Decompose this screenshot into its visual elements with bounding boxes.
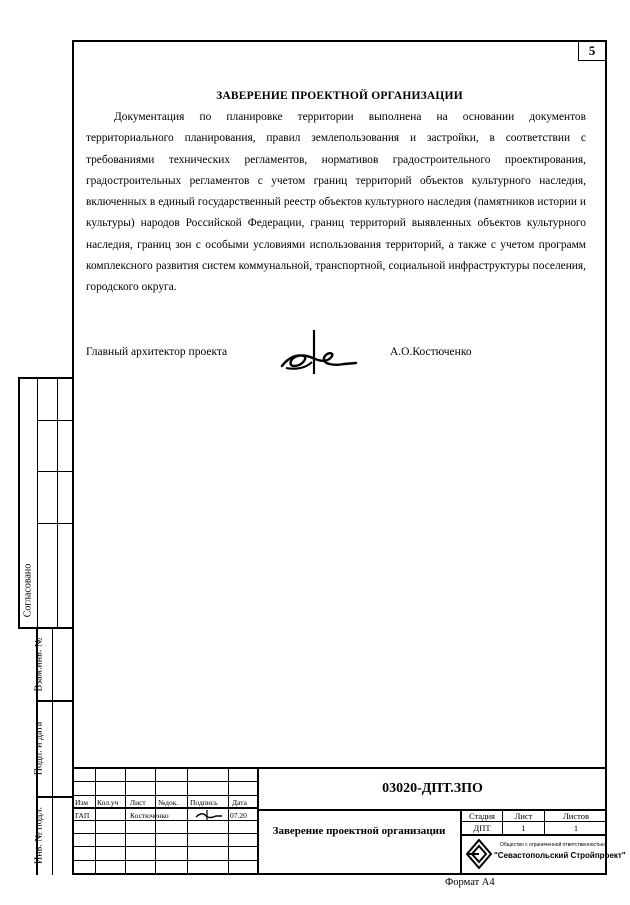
document-name: Заверение проектной организации xyxy=(272,825,446,837)
body-text xyxy=(86,107,586,299)
header-sheet: Лист xyxy=(130,798,146,807)
row-date: 07.20 xyxy=(230,811,247,820)
stage-value: ДПТ xyxy=(473,824,491,833)
sheet-header: Лист xyxy=(514,812,533,821)
sheets-value: 1 xyxy=(573,824,579,833)
signer-role: Главный архитектор проекта xyxy=(86,346,228,358)
sheets-header: Листов xyxy=(563,812,589,821)
signature-image xyxy=(278,328,358,376)
sign-date-label: Подп. и дата xyxy=(33,721,45,776)
header-signature: Подпись xyxy=(190,798,218,807)
body-paragraph: Документация по планировке территории выполнена на основании документов территориального планирования, правил землепользования и застройки, в соответствии с требованиями технических регламентов, нормативов градостроительного проектирования, градостроительных регламентов с учетом границ территорий объектов культурного наследия, включенных в единый государственный реестр объектов культурного наследия (памятников истории и культуры) народов Российской Федерации, границ территорий выявленных объектов культурного наследия, границ зон с особыми условиями использования территорий, а также с учетом программ комплексного развития систем коммунальной, транспортной, социальной инфраструктуры поселения, городского округа. xyxy=(86,111,586,294)
signer-name: А.О.Костюченко xyxy=(390,346,472,358)
page-number: 5 xyxy=(578,42,605,61)
header-doc-no: №док. xyxy=(158,798,179,807)
small-signature-image xyxy=(194,809,224,821)
row-surname: Костюченко xyxy=(130,811,169,820)
agreed-label: Согласовано xyxy=(22,563,34,618)
row-role: ГАП xyxy=(75,811,90,820)
page-title: ЗАВЕРЕНИЕ ПРОЕКТНОЙ ОРГАНИЗАЦИИ xyxy=(216,90,463,102)
sheet-value: 1 xyxy=(521,824,526,833)
header-qty: Кол.уч xyxy=(97,798,119,807)
header-change: Изм xyxy=(75,798,89,807)
stage-header: Стадия xyxy=(469,812,495,821)
document-code: 03020-ДПТ.ЗПО xyxy=(382,781,483,796)
company-logo-icon xyxy=(466,839,492,869)
company-line-1: Общество с ограниченной ответственностью xyxy=(500,842,605,848)
inv-replace-label: Взам.инв. № xyxy=(33,637,45,692)
company-line-2: "Севастопольский Стройпроект" xyxy=(494,851,626,860)
inv-original-label: Инв. № подл. xyxy=(33,807,45,864)
header-date: Дата xyxy=(232,798,247,807)
format-label: Формат А4 xyxy=(445,877,495,888)
